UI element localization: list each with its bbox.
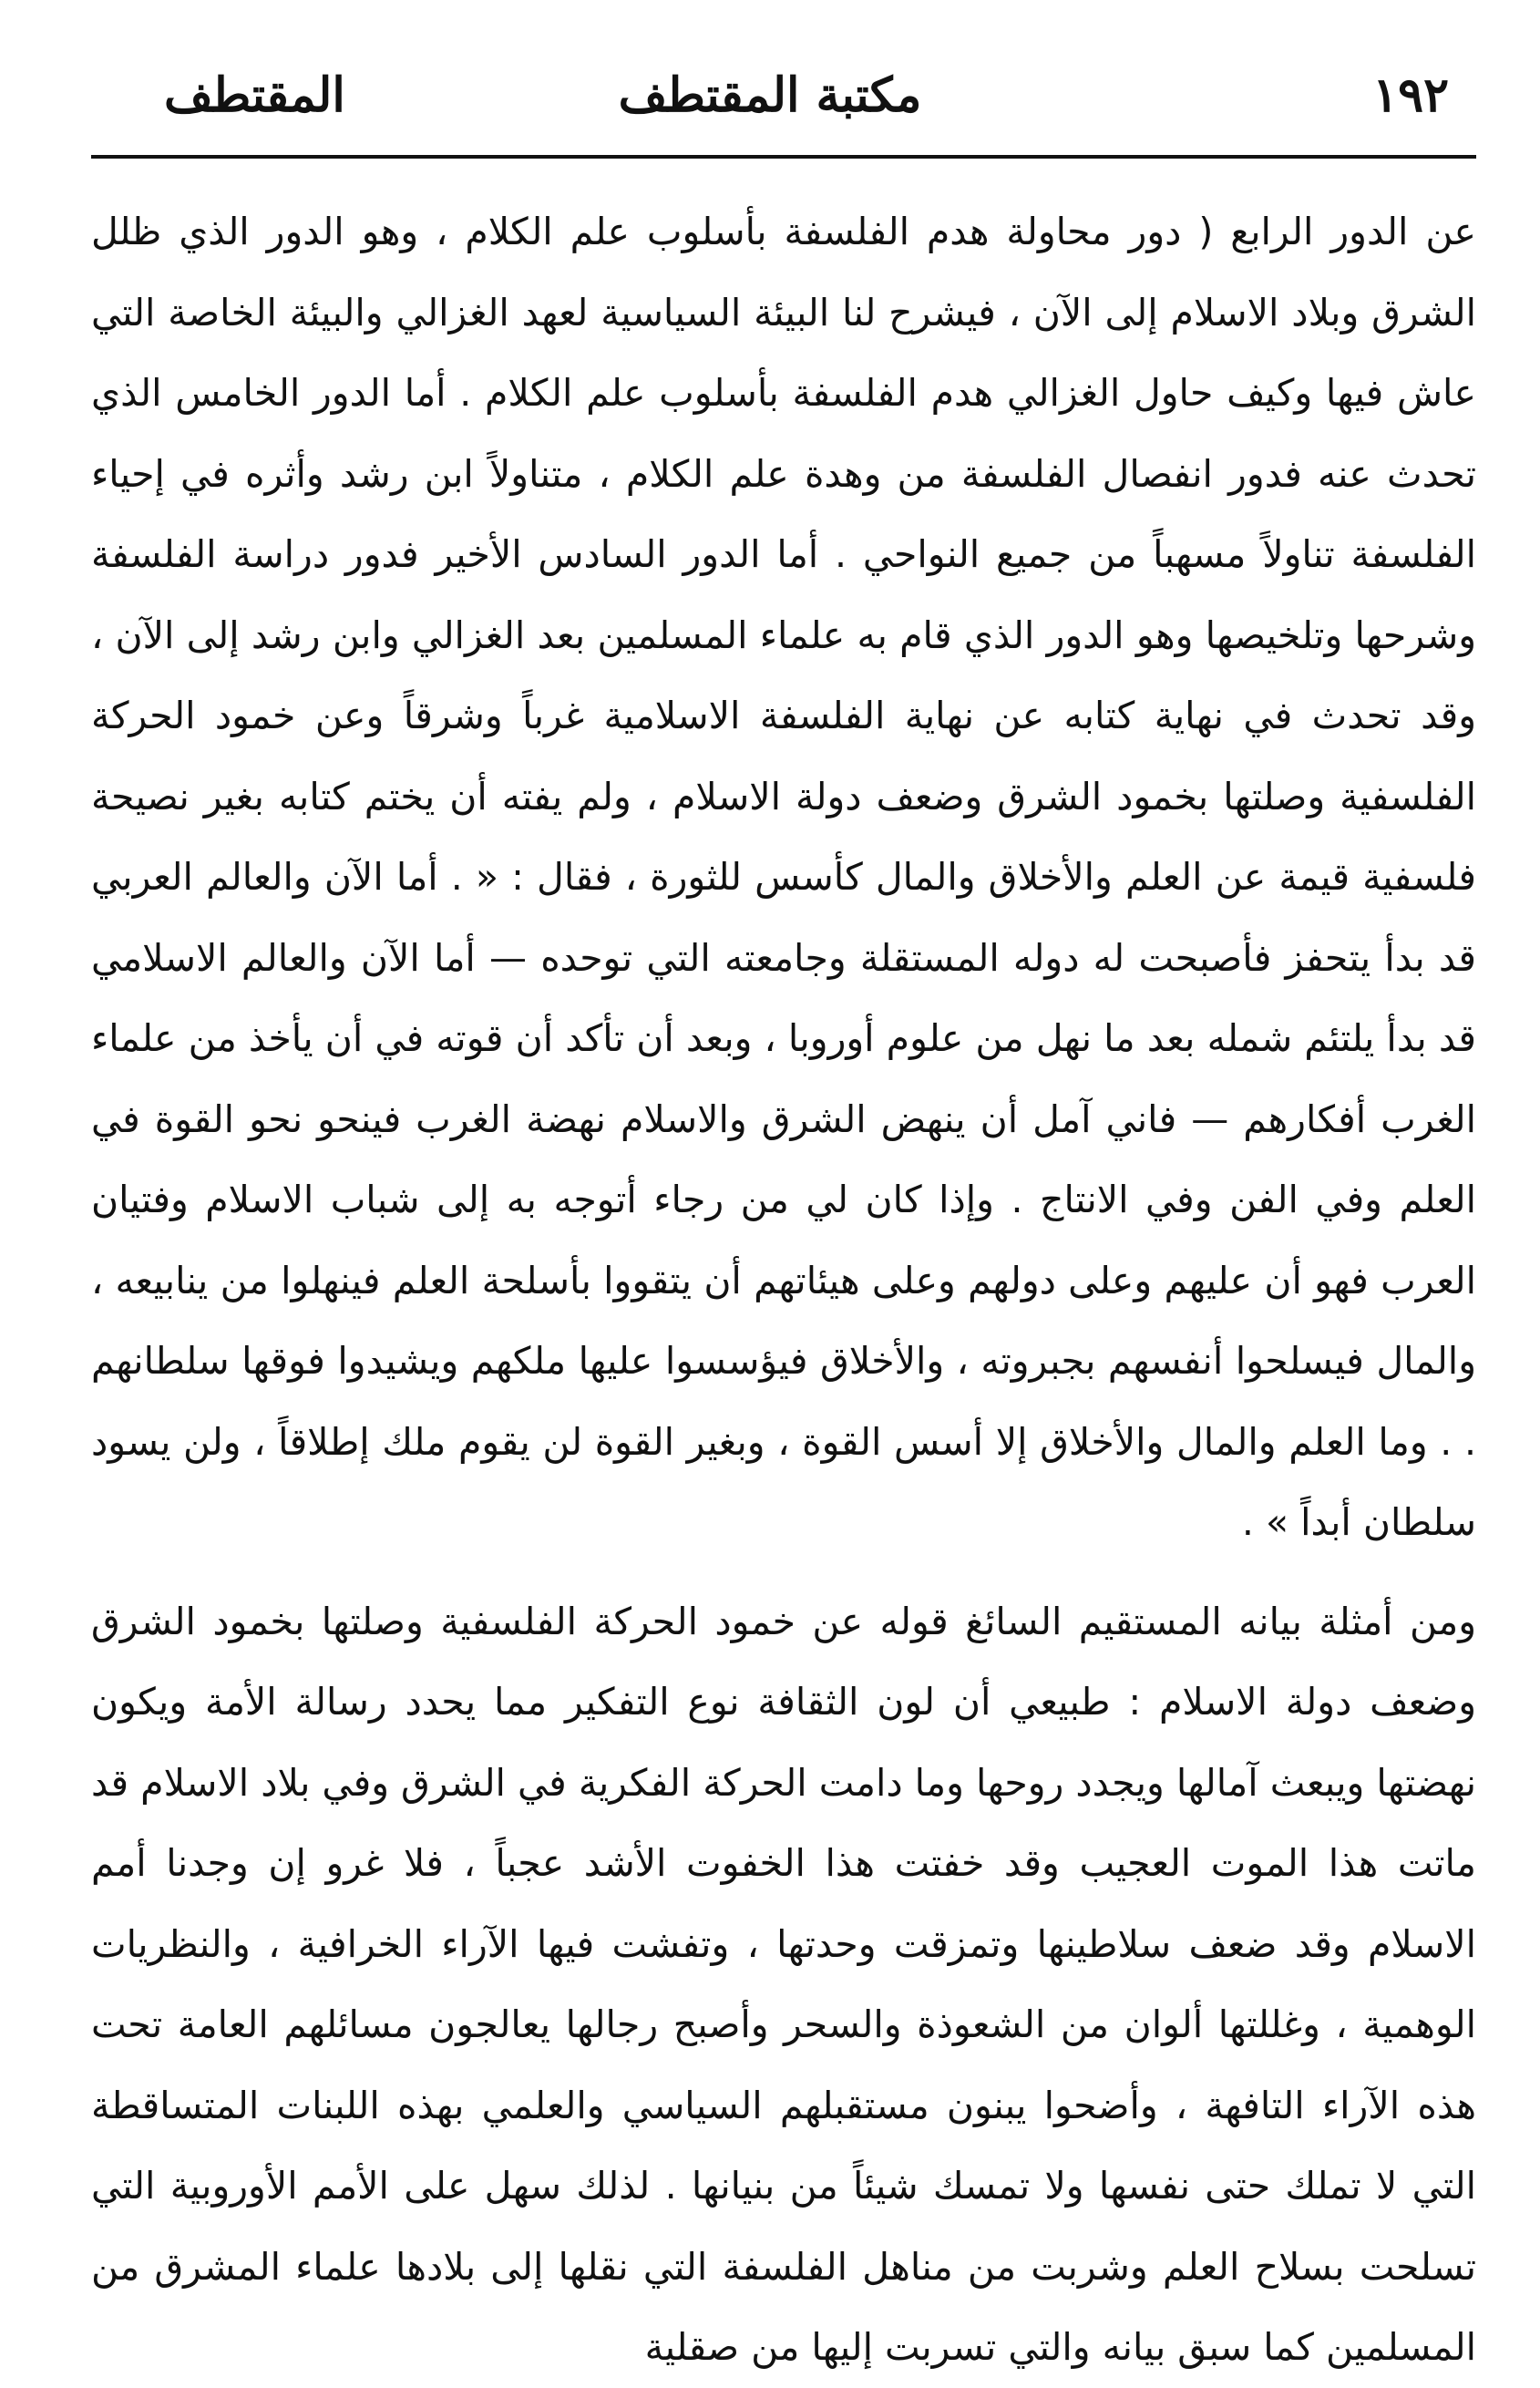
book-title: مكتبة المقتطف: [618, 67, 922, 123]
header-divider: [91, 155, 1476, 159]
running-header: [91, 55, 1449, 137]
body-text: [91, 191, 1476, 2388]
page-number: ١٩٢: [1372, 67, 1449, 123]
journal-name: المقتطف: [164, 67, 345, 123]
paragraph-1: عن الدور الرابع ( دور محاولة هدم الفلسفة بأسلوب علم الكلام ، وهو الدور الذي ظلل الشرق وبلاد الاسلام إلى الآن ، فيشرح لنا البيئة السياسية لعهد الغزالي والبيئة الخاصة التي عاش فيها وكيف حاول الغزالي هدم الفلسفة بأسلوب علم الكلام . أما الدور الخامس الذي تحدث عنه فدور انفصال الفلسفة من وهدة علم الكلام ، متناولاً ابن رشد وأثره في إحياء الفلسفة تناولاً مسهباً من جميع النواحي . أما الدور السادس الأخير فدور دراسة الفلسفة وشرحها وتلخيصها وهو الدور الذي قام به علماء المسلمين بعد الغزالي وابن رشد إلى الآن ، وقد تحدث في نهاية كتابه عن نهاية الفلسفة الاسلامية غرباً وشرقاً وعن خمود الحركة الفلسفية وصلتها بخمود الشرق وضعف دولة الاسلام ، ولم يفته أن يختم كتابه بغير نصيحة فلسفية قيمة عن العلم والأخلاق والمال كأسس للثورة ، فقال : « . أما الآن والعالم العربي قد بدأ يتحفز فأصبحت له دوله المستقلة وجامعته التي توحده — أما الآن والعالم الاسلامي قد بدأ يلتئم شمله بعد ما نهل من علوم أوروبا ، وبعد أن تأكد أن قوته في أن يأخذ من علماء الغرب أفكارهم — فاني آمل أن ينهض الشرق والاسلام نهضة الغرب فينحو نحو القوة في العلم وفي الفن وفي الانتاج . وإذا كان لي من رجاء أتوجه به إلى شباب الاسلام وفتيان العرب فهو أن عليهم وعلى دولهم وعلى هيئاتهم أن يتقووا بأسلحة العلم فينهلوا من ينابيعه ، والمال فيسلحوا أنفسهم بجبروته ، والأخلاق فيؤسسوا عليها ملكهم ويشيدوا فوقها سلطانهم . . وما العلم والمال والأخلاق إلا أسس القوة ، وبغير القوة لن يقوم ملك إطلاقاً ، ولن يسود سلطان أبداً » .: [91, 210, 1476, 1544]
paragraph-2: ومن أمثلة بيانه المستقيم السائغ قوله عن خمود الحركة الفلسفية وصلتها بخمود الشرق وضعف دولة الاسلام : طبيعي أن لون الثقافة نوع التفكير مما يحدد رسالة الأمة ويكون نهضتها ويبعث آمالها ويجدد روحها وما دامت الحركة الفكرية في الشرق وفي بلاد الاسلام قد ماتت هذا الموت العجيب وقد خفتت هذا الخفوت الأشد عجباً ، فلا غرو إن وجدنا أمم الاسلام وقد ضعف سلاطينها وتمزقت وحدتها ، وتفشت فيها الآراء الخرافية ، والنظريات الوهمية ، وغللتها ألوان من الشعوذة والسحر وأصبح رجالها يعالجون مسائلهم العامة تحت هذه الآراء التافهة ، وأضحوا يبنون مستقبلهم السياسي والعلمي بهذه اللبنات المتساقطة التي لا تملك حتى نفسها ولا تمسك شيئاً من بنيانها . لذلك سهل على الأمم الأوروبية التي تسلحت بسلاح العلم وشربت من مناهل الفلسفة التي نقلها إلى بلادها علماء المشرق من المسلمين كما سبق بيانه والتي تسربت إليها من صقلية: [91, 1599, 1476, 2369]
